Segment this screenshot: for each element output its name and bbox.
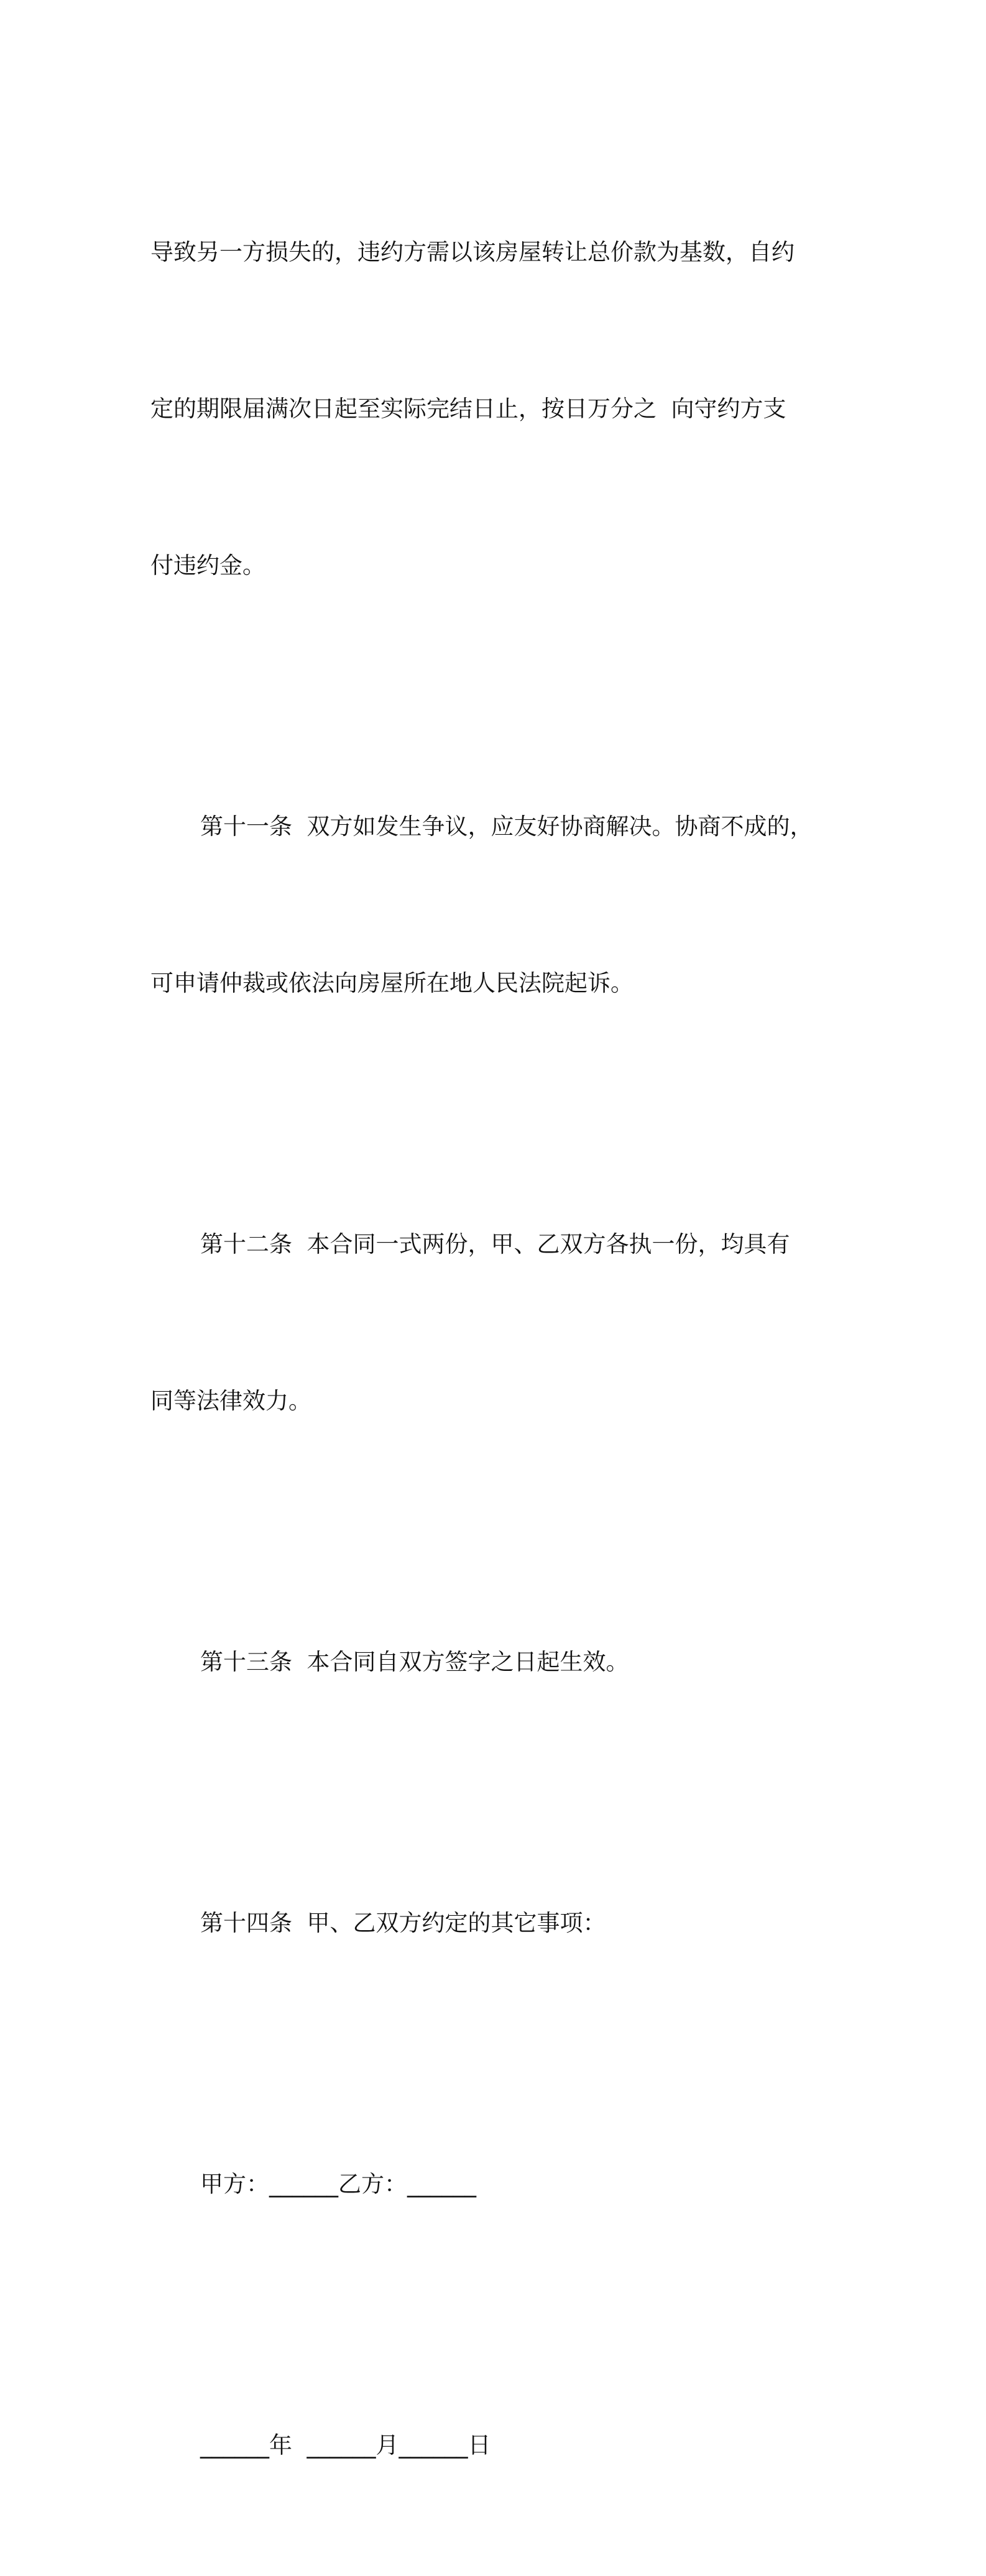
text-line: 第十三条 本合同自双方签字之日起生效。 xyxy=(200,1649,629,1675)
text-line: 同等法律效力。 xyxy=(150,1387,311,1414)
article-14 xyxy=(150,1793,859,2054)
text-line: 第十二条 本合同一式两份，甲、乙双方各执一份，均具有 xyxy=(200,1231,790,1258)
document-body xyxy=(150,122,859,2576)
text-line: 可申请仲裁或依法向房屋所在地人民法院起诉。 xyxy=(150,970,634,996)
text-line: 付违约金。 xyxy=(150,552,265,579)
article-11 xyxy=(150,696,859,1114)
signature-line xyxy=(150,2054,859,2315)
date-line xyxy=(150,2315,859,2576)
article-12 xyxy=(150,1114,859,1532)
text-line: 第十一条 双方如发生争议，应友好协商解决。协商不成的， xyxy=(200,813,813,840)
text-line: 导致另一方损失的，违约方需以该房屋转让总价款为基数，自约 xyxy=(150,239,795,265)
penalty-clause-continuation xyxy=(150,122,859,696)
text-line: 第十四条 甲、乙双方约定的其它事项： xyxy=(200,1910,606,1936)
article-13 xyxy=(150,1532,859,1793)
text-line: 定的期限届满次日起至实际完结日止，按日万分之 向守约方支 xyxy=(150,395,786,422)
party-signature-blanks: 甲方：______乙方：______ xyxy=(200,2171,476,2197)
date-blanks: ______年 ______月______日 xyxy=(200,2432,491,2459)
